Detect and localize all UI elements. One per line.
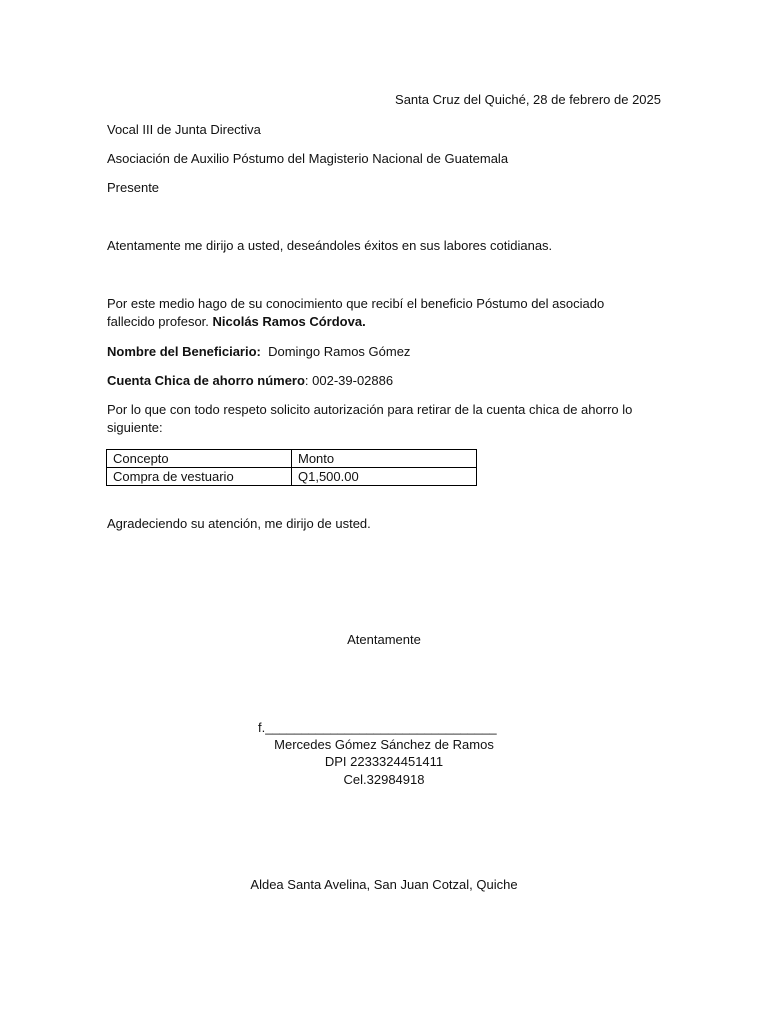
table-row bbox=[107, 468, 477, 486]
recipient-organization: Asociación de Auxilio Póstumo del Magisterio Nacional de Guatemala bbox=[107, 151, 509, 166]
table-cell-concepto: Compra de vestuario bbox=[107, 468, 292, 486]
account-line bbox=[107, 372, 667, 390]
body-paragraph bbox=[107, 295, 655, 331]
greeting-paragraph: Atentamente me dirijo a usted, deseándoles éxitos en sus labores cotidianas. bbox=[107, 238, 553, 253]
table-header-row bbox=[107, 450, 477, 468]
signer-dpi: DPI 2233324451411 bbox=[324, 754, 444, 769]
account-value: : 002-39-02886 bbox=[304, 373, 394, 388]
deceased-name: Nicolás Ramos Córdova. bbox=[212, 314, 366, 329]
table-cell-monto: Q1,500.00 bbox=[292, 468, 477, 486]
beneficiary-value: Domingo Ramos Gómez bbox=[268, 344, 411, 359]
address-line: Aldea Santa Avelina, San Juan Cotzal, Quiche bbox=[250, 877, 518, 892]
date-line: Santa Cruz del Quiché, 28 de febrero de 2025 bbox=[395, 92, 661, 107]
body-paragraph-text: Por este medio hago de su conocimiento que recibí el beneficio Póstumo del asociado fallecido profesor. bbox=[107, 296, 605, 329]
recipient-presente: Presente bbox=[107, 180, 160, 195]
sign-off: Atentamente bbox=[347, 632, 421, 647]
beneficiary-label: Nombre del Beneficiario: bbox=[107, 344, 261, 359]
signer-name: Mercedes Gómez Sánchez de Ramos bbox=[274, 737, 494, 752]
table-header-monto: Monto bbox=[292, 450, 477, 468]
account-label: Cuenta Chica de ahorro número bbox=[107, 373, 305, 388]
closing-paragraph: Agradeciendo su atención, me dirijo de usted. bbox=[107, 516, 371, 531]
signer-phone: Cel.32984918 bbox=[343, 772, 425, 787]
request-paragraph: Por lo que con todo respeto solicito autorización para retirar de la cuenta chica de ahorro lo siguiente: bbox=[107, 402, 633, 435]
beneficiary-line bbox=[107, 343, 667, 361]
recipient-title: Vocal III de Junta Directiva bbox=[107, 122, 261, 137]
withdrawal-table bbox=[106, 449, 477, 486]
signature-line: f.________________________________ bbox=[258, 720, 497, 735]
table-header-concepto: Concepto bbox=[107, 450, 292, 468]
